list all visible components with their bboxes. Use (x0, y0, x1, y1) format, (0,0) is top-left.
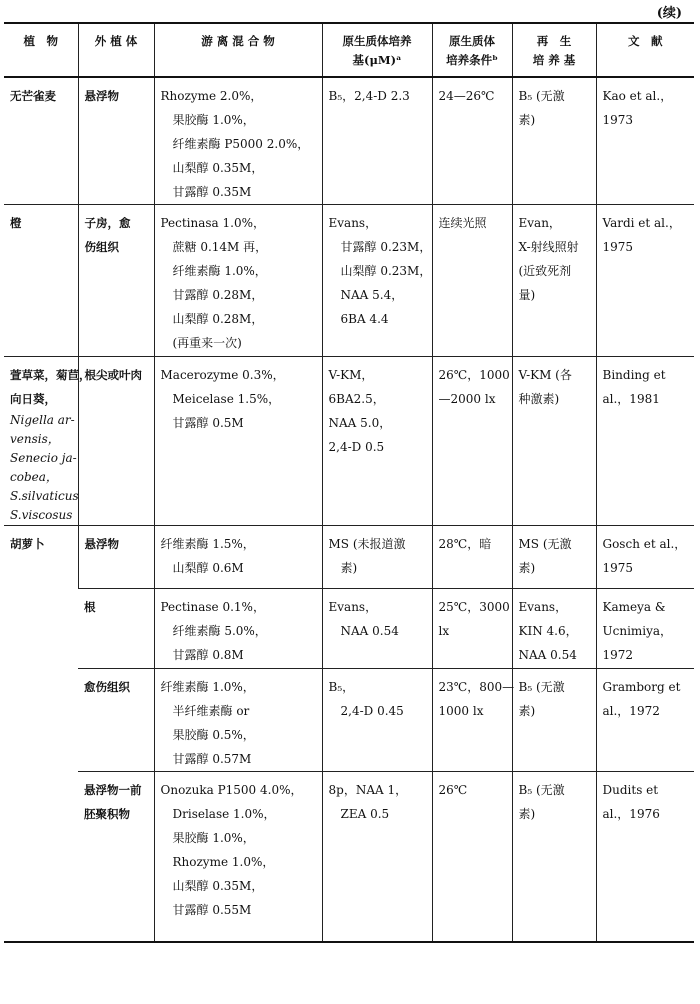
cell-regen: Evan， X-射线照射 (近致死剂 量) (512, 205, 596, 357)
protoplast-table (4, 22, 694, 943)
cell-ref: Vardi et al.， 1975 (596, 205, 694, 357)
cell-condition: 26℃，1000 —2000 lx (432, 357, 512, 526)
header-condition: 原生质体 培养条件ᵇ (432, 23, 512, 77)
header-explant: 外 植 体 (78, 23, 154, 77)
cell-medium: MS (未报道激 素) (322, 526, 432, 589)
table-row (4, 772, 694, 942)
cell-plant: 无芒雀麦 (10, 89, 56, 103)
cell-regen: B₅ (无激 素) (512, 669, 596, 772)
cell-mixture: Onozuka P1500 4.0%， Driselase 1.0%， 果胶酶 1.0%， Rhozyme 1.0%， 山梨醇 0.35M， 甘露醇 0.55M (154, 772, 322, 942)
cell-regen: V-KM (各 种激素) (512, 357, 596, 526)
cell-mixture: Macerozyme 0.3%， Meicelase 1.5%， 甘露醇 0.5M (154, 357, 322, 526)
cell-plant: 橙 (10, 216, 22, 230)
cell-explant: 愈伤组织 (78, 669, 154, 772)
cell-medium: Evans， NAA 0.54 (322, 589, 432, 669)
cell-explant: 根 (78, 589, 154, 669)
cell-medium: V-KM， 6BA2.5， NAA 5.0， 2,4-D 0.5 (322, 357, 432, 526)
table-row (4, 669, 694, 772)
cell-condition: 28℃，暗 (432, 526, 512, 589)
cell-mixture: Pectinasa 1.0%， 蔗糖 0.14M 再， 纤维素酶 1.0%， 甘露醇 0.28M， 山梨醇 0.28M， (再重来一次) (154, 205, 322, 357)
cell-plant: 萱草菜，菊苣， 向日葵， Nigella ar- vensis， Senecio ja- cobea， S.silvaticus S.viscosus (10, 368, 91, 522)
cell-ref: Kameya & Ucnimiya， 1972 (596, 589, 694, 669)
table-row (4, 589, 694, 669)
cell-explant: 根尖或叶肉 (78, 357, 154, 526)
continued-label: (续) (656, 6, 682, 21)
cell-ref: Dudits et al.，1976 (596, 772, 694, 942)
cell-regen: B₅ (无激 素) (512, 77, 596, 205)
cell-condition: 26℃ (432, 772, 512, 942)
header-mixture: 游 离 混 合 物 (154, 23, 322, 77)
header-regen: 再 生 培 养 基 (512, 23, 596, 77)
cell-medium: 8p，NAA 1， ZEA 0.5 (322, 772, 432, 942)
cell-condition: 25℃，3000 lx (432, 589, 512, 669)
cell-medium: B₅， 2,4-D 0.45 (322, 669, 432, 772)
table-row (4, 205, 694, 357)
cell-medium: B₅，2,4-D 2.3 (322, 77, 432, 205)
cell-explant: 悬浮物一前 胚聚积物 (78, 772, 154, 942)
cell-condition: 23℃，800— 1000 lx (432, 669, 512, 772)
cell-regen: B₅ (无激 素) (512, 772, 596, 942)
header-ref: 文 献 (596, 23, 694, 77)
cell-explant: 子房，愈 伤组织 (78, 205, 154, 357)
table-row (4, 526, 694, 589)
cell-condition: 连续光照 (432, 205, 512, 357)
cell-mixture: 纤维素酶 1.5%， 山梨醇 0.6M (154, 526, 322, 589)
cell-ref: Gosch et al.， 1975 (596, 526, 694, 589)
header-row (4, 23, 694, 77)
cell-mixture: Rhozyme 2.0%， 果胶酶 1.0%， 纤维素酶 P5000 2.0%， 山梨醇 0.35M， 甘露醇 0.35M (154, 77, 322, 205)
cell-explant: 悬浮物 (78, 526, 154, 589)
cell-regen: Evans， KIN 4.6， NAA 0.54 (512, 589, 596, 669)
table-row (4, 357, 694, 526)
cell-explant: 悬浮物 (78, 77, 154, 205)
cell-ref: Binding et al.，1981 (596, 357, 694, 526)
cell-plant: 胡萝卜 (10, 537, 45, 551)
cell-regen: MS (无激 素) (512, 526, 596, 589)
table-row (4, 77, 694, 205)
cell-ref: Gramborg et al.，1972 (596, 669, 694, 772)
header-plant: 植 物 (23, 34, 58, 48)
cell-condition: 24—26℃ (432, 77, 512, 205)
cell-mixture: Pectinase 0.1%， 纤维素酶 5.0%， 甘露醇 0.8M (154, 589, 322, 669)
header-medium: 原生质体培养 基(μM)ᵃ (322, 23, 432, 77)
cell-mixture: 纤维素酶 1.0%， 半纤维素酶 or 果胶酶 0.5%， 甘露醇 0.57M (154, 669, 322, 772)
cell-ref: Kao et al.， 1973 (596, 77, 694, 205)
cell-medium: Evans， 甘露醇 0.23M， 山梨醇 0.23M， NAA 5.4， 6BA 4.4 (322, 205, 432, 357)
